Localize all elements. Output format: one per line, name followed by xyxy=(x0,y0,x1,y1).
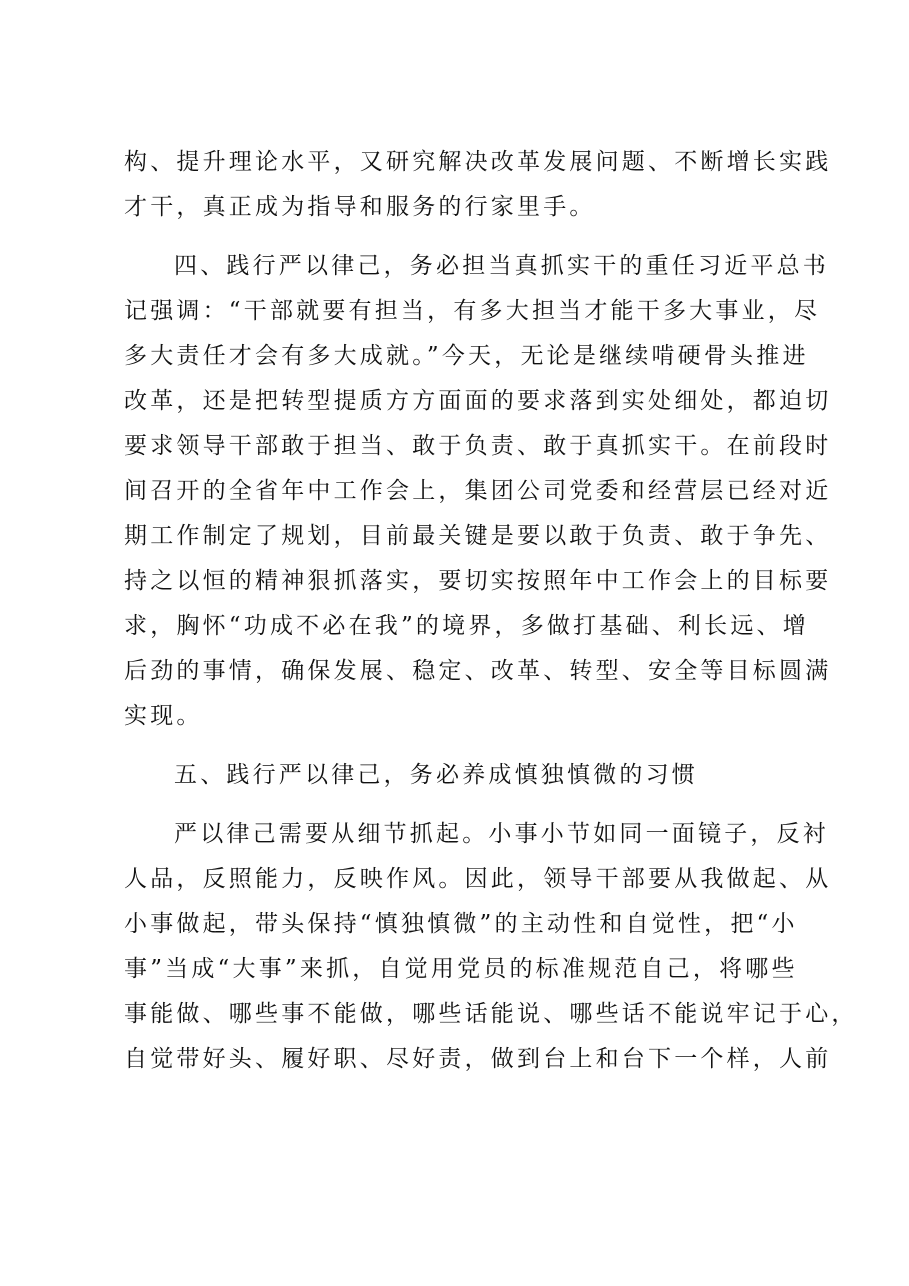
paragraph-section-five-heading xyxy=(124,753,804,798)
text-line: 记强调：“干部就要有担当，有多大担当才能干多大事业，尽 xyxy=(124,298,821,324)
section-heading-five: 五、践行严以律己，务必养成慎独慎微的习惯 xyxy=(174,762,698,788)
text-line: 小事做起，带头保持“慎独慎微”的主动性和自觉性，把“小 xyxy=(124,911,798,937)
text-line: 实现。 xyxy=(124,703,203,729)
document-body xyxy=(124,140,858,1082)
text-line: 后劲的事情，确保发展、稳定、改革、转型、安全等目标圆满 xyxy=(124,658,832,684)
text-line: 严以律己需要从细节抓起。小事小节如同一面镜子，反衬 xyxy=(174,821,829,847)
text-line: 间召开的全省年中工作会上，集团公司党委和经营层已经对近 xyxy=(124,478,832,504)
paragraph-continuation xyxy=(124,140,832,230)
text-line: 持之以恒的精神狠抓落实，要切实按照年中工作会上的目标要 xyxy=(124,568,832,594)
text-line: 期工作制定了规划，目前最关键是要以敢于负责、敢于争先、 xyxy=(124,523,832,549)
text-line: 才干，真正成为指导和服务的行家里手。 xyxy=(124,194,596,220)
text-line: 人品，反照能力，反映作风。因此，领导干部要从我做起、从 xyxy=(124,866,832,892)
text-line: 自觉带好头、履好职、尽好责，做到台上和台下一个样，人前 xyxy=(124,1046,832,1072)
text-line: 求，胸怀“功成不必在我”的境界，多做打基础、利长远、增 xyxy=(124,613,809,639)
text-line: 构、提升理论水平，又研究解决改革发展问题、不断增长实践 xyxy=(124,149,832,175)
text-line: 事能做、哪些事不能做，哪些话能说、哪些话不能说牢记于心， xyxy=(124,1001,858,1027)
section-heading-four: 四、践行严以律己，务必担当真抓实干的重任习近平总书 xyxy=(174,253,829,279)
text-line: 多大责任才会有多大成就。”今天，无论是继续啃硬骨头推进 xyxy=(124,343,809,369)
text-line: 要求领导干部敢于担当、敢于负责、敢于真抓实干。在前段时 xyxy=(124,433,832,459)
paragraph-section-four xyxy=(124,244,832,739)
paragraph-section-five-body xyxy=(124,812,858,1082)
text-line: 改革，还是把转型提质方方面面的要求落到实处细处，都迫切 xyxy=(124,388,832,414)
text-line: 事”当成“大事”来抓，自觉用党员的标准规范自己，将哪些 xyxy=(124,956,798,982)
